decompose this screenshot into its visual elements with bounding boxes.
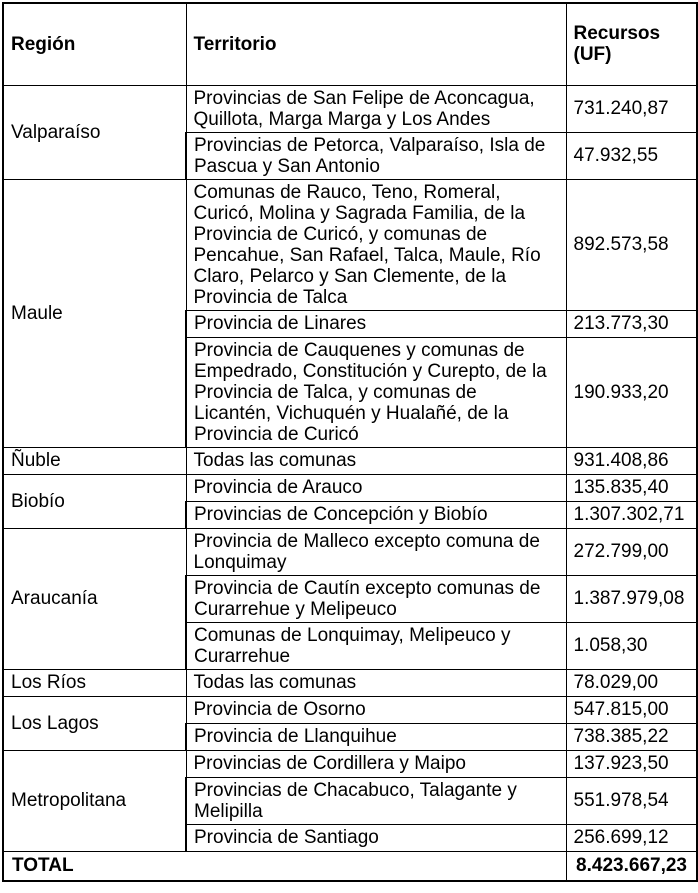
region-cell: Biobío <box>3 474 186 528</box>
region-cell: Metropolitana <box>3 750 186 851</box>
territory-cell: Todas las comunas <box>186 447 566 474</box>
resources-cell: 190.933,20 <box>566 337 697 447</box>
resources-cell: 1.058,30 <box>566 622 697 669</box>
resources-cell: 256.699,12 <box>566 824 697 851</box>
resources-cell: 272.799,00 <box>566 528 697 575</box>
header-resources <box>566 3 697 85</box>
table-row <box>3 179 697 310</box>
territory-cell: Provincia de Arauco <box>186 474 566 501</box>
table-row <box>3 85 697 132</box>
total-row <box>3 851 697 881</box>
table-row <box>3 447 697 474</box>
region-cell: Los Lagos <box>3 696 186 750</box>
resources-cell: 547.815,00 <box>566 696 697 723</box>
territory-cell: Provincias de San Felipe de Aconcagua, Quillota, Marga Marga y Los Andes <box>186 85 566 132</box>
resources-cell: 47.932,55 <box>566 132 697 179</box>
resources-cell: 78.029,00 <box>566 669 697 696</box>
territory-cell: Provincia de Linares <box>186 310 566 337</box>
header-region: Región <box>3 3 186 85</box>
resources-cell: 135.835,40 <box>566 474 697 501</box>
header-resources-line1: Recursos <box>573 23 661 45</box>
region-cell: Maule <box>3 179 186 447</box>
table-row <box>3 696 697 723</box>
resources-cell: 551.978,54 <box>566 777 697 824</box>
territory-cell: Provincias de Cordillera y Maipo <box>186 750 566 777</box>
territory-cell: Comunas de Rauco, Teno, Romeral, Curicó, Molina y Sagrada Familia, de la Provincia de Curicó, y comunas de Pencahue, San Rafael, Talca, Maule, Río Claro, Pelarco y San Clemente, de la Provincia de Talca <box>186 179 566 310</box>
resources-cell: 738.385,22 <box>566 723 697 750</box>
resources-table <box>2 2 698 882</box>
region-cell: Valparaíso <box>3 85 186 179</box>
territory-cell: Provincias de Chacabuco, Talagante y Melipilla <box>186 777 566 824</box>
resources-cell: 931.408,86 <box>566 447 697 474</box>
territory-cell: Todas las comunas <box>186 669 566 696</box>
resources-cell: 1.387.979,08 <box>566 575 697 622</box>
header-territory: Territorio <box>186 3 566 85</box>
territory-cell: Provincia de Malleco excepto comuna de Lonquimay <box>186 528 566 575</box>
table-row <box>3 750 697 777</box>
territory-cell: Comunas de Lonquimay, Melipeuco y Curarrehue <box>186 622 566 669</box>
header-resources-line2: (UF) <box>573 44 612 66</box>
resources-cell: 137.923,50 <box>566 750 697 777</box>
table-row <box>3 474 697 501</box>
resources-cell: 731.240,87 <box>566 85 697 132</box>
resources-cell: 892.573,58 <box>566 179 697 310</box>
territory-cell: Provincia de Osorno <box>186 696 566 723</box>
territory-cell: Provincias de Petorca, Valparaíso, Isla de Pascua y San Antonio <box>186 132 566 179</box>
territory-cell: Provincia de Santiago <box>186 824 566 851</box>
table-row <box>3 528 697 575</box>
territory-cell: Provincias de Concepción y Biobío <box>186 501 566 528</box>
region-cell: Los Ríos <box>3 669 186 696</box>
resources-cell: 1.307.302,71 <box>566 501 697 528</box>
resources-cell: 213.773,30 <box>566 310 697 337</box>
territory-cell: Provincia de Cautín excepto comunas de Curarrehue y Melipeuco <box>186 575 566 622</box>
total-value-cell: 8.423.667,23 <box>566 851 697 881</box>
territory-cell: Provincia de Cauquenes y comunas de Empedrado, Constitución y Curepto, de la Provincia de Talca, y comunas de Licantén, Vichuquén y Hualañé, de la Provincia de Curicó <box>186 337 566 447</box>
territory-cell: Provincia de Llanquihue <box>186 723 566 750</box>
table-row <box>3 669 697 696</box>
header-row <box>3 3 697 85</box>
total-label-cell: TOTAL <box>3 851 566 881</box>
region-cell: Araucanía <box>3 528 186 669</box>
region-cell: Ñuble <box>3 447 186 474</box>
